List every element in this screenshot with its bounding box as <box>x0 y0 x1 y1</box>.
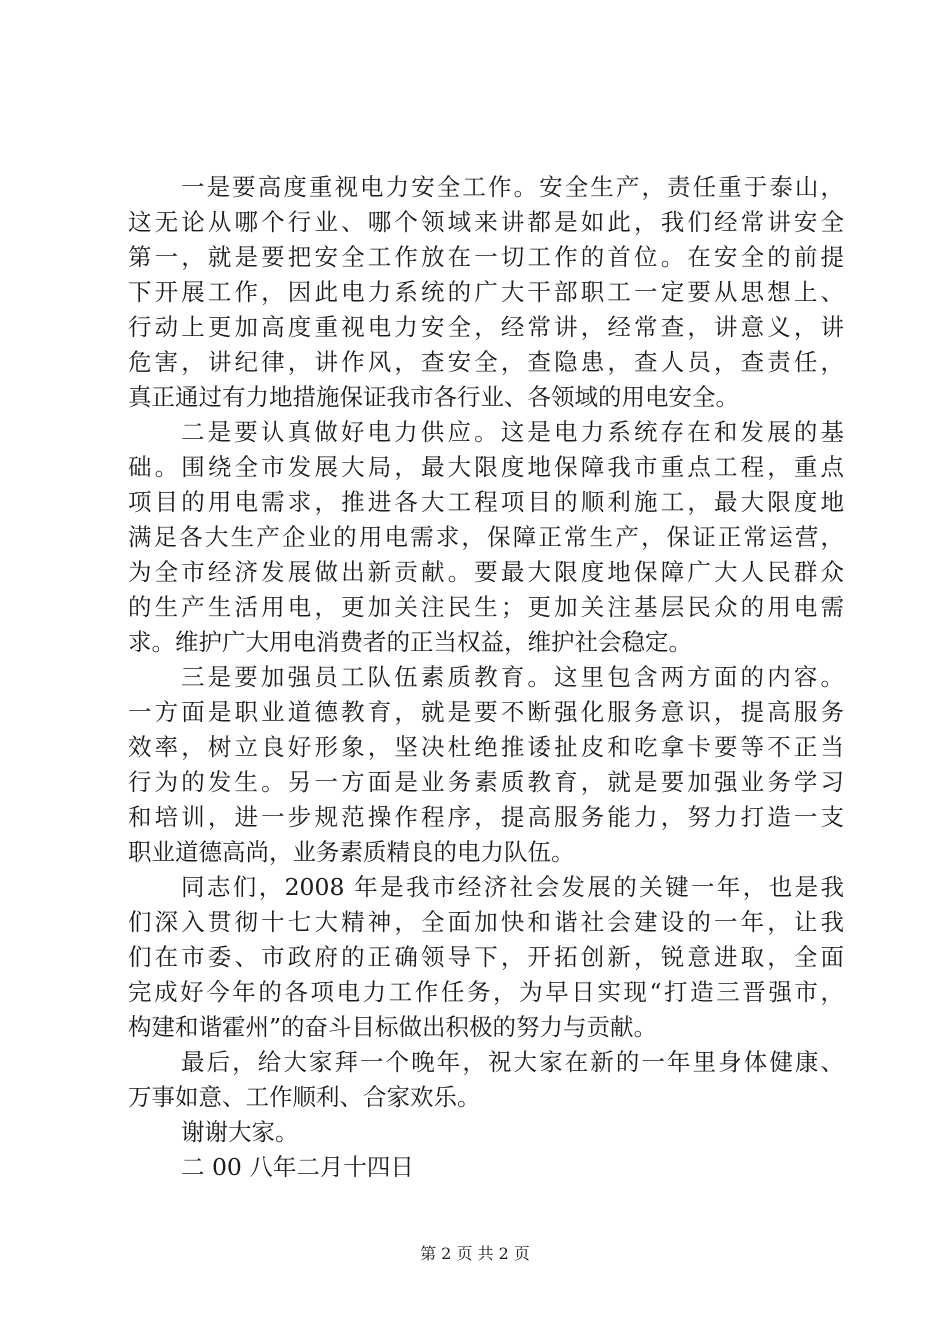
text-line: 们在市委、市政府的正确领导下，开拓创新，锐意进取，全面 <box>128 943 844 971</box>
text-line: 二是要认真做好电力供应。这是电力系统存在和发展的基 <box>181 418 844 446</box>
text-line: 求。维护广大用电消费者的正当权益，维护社会稳定。 <box>128 628 692 656</box>
text-line: 为全市经济发展做出新贡献。要最大限度地保障广大人民群众 <box>128 558 844 586</box>
text-line: 最后，给大家拜一个晚年，祝大家在新的一年里身体健康、 <box>181 1048 844 1076</box>
text-line: 行为的发生。另一方面是业务素质教育，就是要加强业务学习 <box>128 768 844 796</box>
text-line: 和培训，进一步规范操作程序，提高服务能力，努力打造一支 <box>128 803 844 831</box>
text-line: 满足各大生产企业的用电需求，保障正常生产，保证正常运营， <box>128 523 844 551</box>
text-line: 构建和谐霍州”的奋斗目标做出积极的努力与贡献。 <box>128 1013 658 1041</box>
text-line: 同志们，2008 年是我市经济社会发展的关键一年，也是我 <box>181 873 844 901</box>
text-line: 行动上更加高度重视电力安全，经常讲，经常查，讲意义，讲 <box>128 313 844 341</box>
text-line: 第一，就是要把安全工作放在一切工作的首位。在安全的前提 <box>128 243 844 271</box>
text-line: 础。围绕全市发展大局，最大限度地保障我市重点工程，重点 <box>128 453 844 481</box>
text-line: 完成好今年的各项电力工作任务，为早日实现“打造三晋强市， <box>128 978 844 1006</box>
page-footer: 第 2 页 共 2 页 <box>420 1244 530 1263</box>
text-line: 一是要高度重视电力安全工作。安全生产，责任重于泰山， <box>181 173 844 201</box>
text-line: 真正通过有力地措施保证我市各行业、各领域的用电安全。 <box>128 383 739 411</box>
text-line: 效率，树立良好形象，坚决杜绝推诿扯皮和吃拿卡要等不正当 <box>128 733 844 761</box>
text-line: 下开展工作，因此电力系统的广大干部职工一定要从思想上、 <box>128 278 844 306</box>
text-line: 危害，讲纪律，讲作风，查安全，查隐患，查人员，查责任， <box>128 348 844 376</box>
text-line: 一方面是职业道德教育，就是要不断强化服务意识，提高服务 <box>128 698 844 726</box>
text-line: 们深入贯彻十七大精神，全面加快和谐社会建设的一年，让我 <box>128 908 844 936</box>
text-line: 谢谢大家。 <box>181 1118 299 1146</box>
document-body <box>128 170 844 1185</box>
text-line: 这无论从哪个行业、哪个领域来讲都是如此，我们经常讲安全 <box>128 208 844 236</box>
text-line: 万事如意、工作顺利、合家欢乐。 <box>128 1083 481 1111</box>
text-line: 二 00 八年二月十四日 <box>181 1153 414 1181</box>
text-line: 三是要加强员工队伍素质教育。这里包含两方面的内容。 <box>181 663 844 691</box>
text-line: 的生产生活用电，更加关注民生；更加关注基层民众的用电需 <box>128 593 844 621</box>
text-line: 项目的用电需求，推进各大工程项目的顺利施工，最大限度地 <box>128 488 844 516</box>
text-line: 职业道德高尚，业务素质精良的电力队伍。 <box>128 838 575 866</box>
